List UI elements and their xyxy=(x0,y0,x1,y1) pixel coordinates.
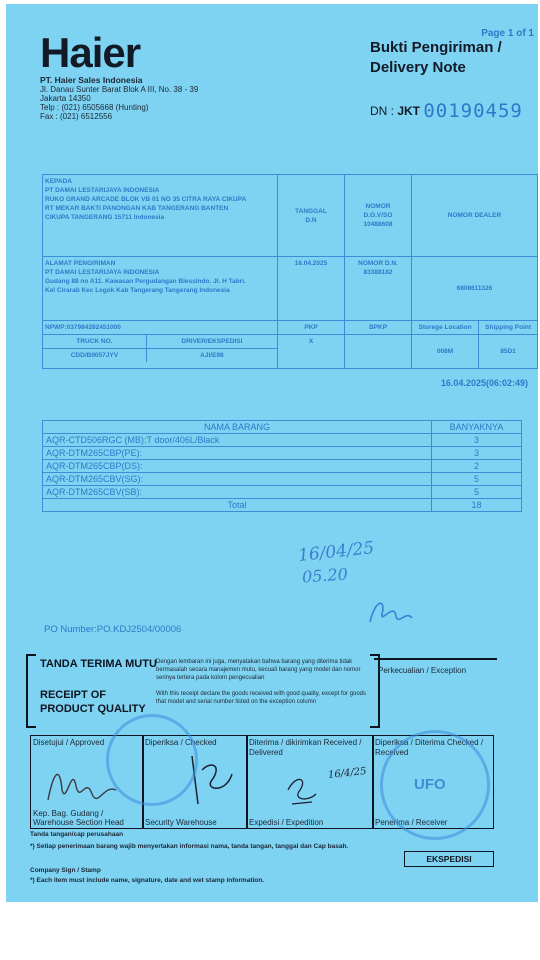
driver-name: AJI/E98 xyxy=(146,349,277,363)
pkp-value: X xyxy=(278,335,345,369)
table-row xyxy=(43,486,522,499)
truck-number: CDD/B9057JYV xyxy=(43,349,146,363)
alamat-line-1: PT DAMAI LESTARIJAYA INDONESIA xyxy=(45,269,160,276)
total-qty: 18 xyxy=(432,499,522,512)
signature-checked-label: Diperiksa / Checked xyxy=(145,738,217,747)
receipt-text-en: With this receipt declare the goods received with good quality, except for goods that model and serial number listed on the exception column xyxy=(156,691,367,705)
table-row xyxy=(43,473,522,486)
alamat-label: ALAMAT PENGIRIMAN xyxy=(45,260,116,267)
company-info xyxy=(40,76,240,121)
signature-receiver-label: Diperiksa / Diterima Checked / Received xyxy=(375,738,484,757)
print-timestamp: 16.04.2025(06:02:49) xyxy=(440,378,528,388)
signature-received-label: Diterima / dikirimkan Received / Delivered xyxy=(249,738,362,757)
alamat-cell xyxy=(43,257,278,321)
dn-label: DN : xyxy=(370,104,394,118)
nomor-dn-cell xyxy=(345,257,412,321)
delivery-note-sheet xyxy=(6,4,538,902)
tanggal-label: TANGGAL xyxy=(295,207,327,215)
handwritten-date: 16/04/25 xyxy=(297,538,376,566)
tanggal-header xyxy=(278,175,345,257)
dealer-number: 6808611326 xyxy=(412,257,538,321)
nomor-sub: D.O.V/SO xyxy=(363,212,393,219)
footer-note-3: Company Sign / Stamp xyxy=(30,867,101,874)
company-address-1: Jl. Danau Sunter Barat Blok A III, No. 38 - 39 xyxy=(40,85,199,94)
item-qty: 3 xyxy=(432,434,522,447)
company-name: PT. Haier Sales Indonesia xyxy=(40,75,143,85)
kepada-label: KEPADA xyxy=(45,178,72,185)
dn-prefix: JKT xyxy=(397,104,421,118)
item-name: AQR-DTM265CBP(PE): xyxy=(43,447,432,460)
handwritten-time: 05.20 xyxy=(301,564,349,587)
kepada-line-2: RUKO GRAND ARCADE BLOK VB 01 NO 35 CITRA RAYA CIKUPA xyxy=(45,196,247,203)
dealer-header: NOMOR DEALER xyxy=(412,175,538,257)
item-qty: 5 xyxy=(432,473,522,486)
item-qty: 5 xyxy=(432,486,522,499)
company-address-2: Jakarta 14350 xyxy=(40,94,91,103)
table-row xyxy=(43,447,522,460)
nomor-header xyxy=(345,175,412,257)
driver-label: DRIVER/EKSPEDISI xyxy=(146,335,277,349)
signature-receiver-role: Penerima / Receiver xyxy=(375,818,448,827)
bpkp-value xyxy=(345,335,412,369)
stamp-logo: UFO xyxy=(414,776,446,793)
item-name: AQR-CTD506RGC (MB):T door/406L/Black xyxy=(43,434,432,447)
company-fax: Fax : (021) 6512556 xyxy=(40,112,113,121)
haier-logo: Haier xyxy=(40,29,141,76)
pkp-label: PKP xyxy=(278,321,345,335)
receipt-title-id: TANDA TERIMA MUTU xyxy=(40,658,157,670)
tanggal-dn: 16.04.2025 xyxy=(278,257,345,321)
dn-number-row xyxy=(370,100,523,122)
items-table xyxy=(42,420,522,512)
receipt-text-id: Dengan lembaran ini juga, menyatakan bahwa barang yang diterima tidak bermasalah secara manajemen mutu, kecuali barang yang model dan nomor serinya tertera pada kolom pengecualian xyxy=(156,659,361,681)
title-line-1: Bukti Pengiriman / xyxy=(370,39,502,56)
ekspedisi-copy-label: EKSPEDISI xyxy=(404,851,494,867)
document-title xyxy=(370,38,502,78)
shipping-label: Shipping Point xyxy=(479,321,538,335)
bpkp-label: BPKP xyxy=(345,321,412,335)
kepada-cell xyxy=(43,175,278,257)
col-nama-barang: NAMA BARANG xyxy=(43,421,432,434)
po-number: PO Number:PO.KDJ2504/00006 xyxy=(44,624,182,635)
handwritten-receive-date: 16/4/25 xyxy=(327,766,368,781)
footer-note-2: *) Setiap penerimaan barang wajib menyertakan informasi nama, tanda tangan, tanggal dan Cap basah. xyxy=(30,843,349,850)
signature-received-role: Expedisi / Expedition xyxy=(249,818,324,827)
item-name: AQR-DTM265CBV(SG): xyxy=(43,473,432,486)
item-name: AQR-DTM265CBV(SB): xyxy=(43,486,432,499)
item-name: AQR-DTM265CBP(DS): xyxy=(43,460,432,473)
footer-note-1: Tanda tangan/cap perusahaan xyxy=(30,831,124,838)
quality-receipt-section xyxy=(26,654,491,726)
signature-checked-role: Security Warehouse xyxy=(145,818,217,827)
title-line-2: Delivery Note xyxy=(370,59,466,76)
storage-label: Storege Location xyxy=(412,321,479,335)
nomor-label: NOMOR xyxy=(365,203,391,210)
table-row xyxy=(43,460,522,473)
col-banyaknya: BANYAKNYA xyxy=(432,421,522,434)
signature-approved-label: Disetujui / Approved xyxy=(33,738,105,747)
tanggal-sub: D.N xyxy=(305,216,317,224)
exception-box: Perkecualian / Exception xyxy=(374,658,497,732)
signature-received-scribble xyxy=(282,770,322,810)
table-row xyxy=(43,434,522,447)
dn-number: 00190459 xyxy=(423,100,523,122)
page-indicator: Page 1 of 1 xyxy=(481,28,534,39)
total-label: Total xyxy=(43,499,432,512)
company-telp: Telp : (021) 6505668 (Hunting) xyxy=(40,103,149,112)
signature-approved-role: Kep. Bag. Gudang / Warehouse Section Head xyxy=(33,809,124,827)
alamat-line-3: Kel Cirarab Kec Legok Kab Tangerang Tangerang Indonesia xyxy=(45,287,230,294)
item-qty: 2 xyxy=(432,460,522,473)
receipt-bracket-left xyxy=(26,654,36,728)
nomor-dn-value: 83388182 xyxy=(363,269,393,276)
shipment-info-table xyxy=(42,174,538,369)
kepada-line-4: CIKUPA TANGERANG 15711 Indonesia xyxy=(45,214,165,221)
npwp: NPWP:037984392451000 xyxy=(43,321,278,335)
shipping-value: 85D1 xyxy=(479,335,538,369)
alamat-line-2: Gudang 88 no A11. Kawasan Pergudangan Blesslndo. Jl. H Tabri. xyxy=(45,278,246,285)
truck-driver-cell xyxy=(43,335,278,369)
truck-driver-table xyxy=(43,335,277,362)
handwritten-signature-blue xyxy=(366,592,416,632)
truck-label: TRUCK NO. xyxy=(43,335,146,349)
nomor-dn-label: NOMOR D.N. xyxy=(358,260,398,267)
kepada-line-1: PT DAMAI LESTARIJAYA INDONESIA xyxy=(45,187,160,194)
kepada-line-3: RT MEKAR BAKTI PANONGAN KAB TANGERANG BANTEN xyxy=(45,205,229,212)
nomor-value: 10488608 xyxy=(363,221,393,228)
footer-note-4: *) Each item must include name, signature, date and wet stamp information. xyxy=(30,877,265,884)
storage-value: 008M xyxy=(412,335,479,369)
receipt-title-en: RECEIPT OF PRODUCT QUALITY xyxy=(40,689,146,715)
company-stamp-left xyxy=(106,714,198,806)
item-qty: 3 xyxy=(432,447,522,460)
